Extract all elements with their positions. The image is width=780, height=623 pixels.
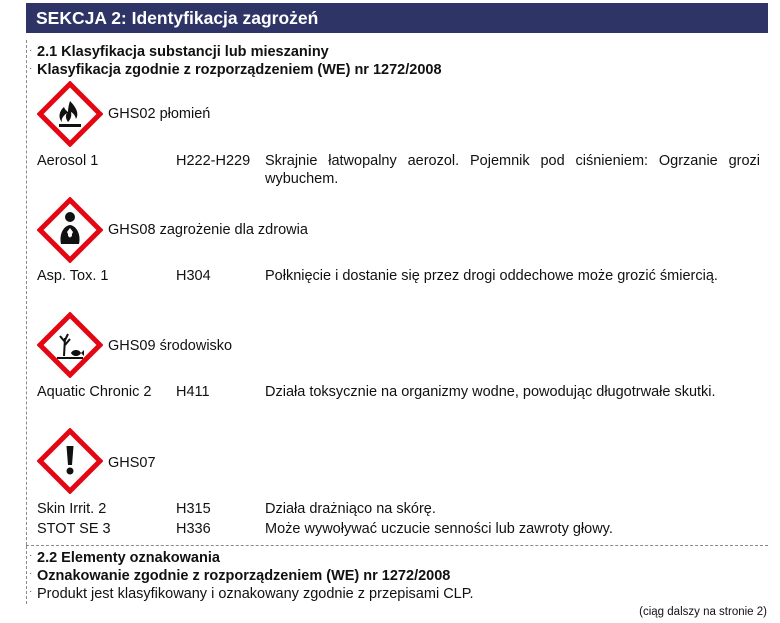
hazard-code: H222-H229: [176, 153, 251, 169]
hazard-category: STOT SE 3: [37, 521, 111, 537]
exclamation-icon: [37, 428, 103, 494]
hazard-code: H315: [176, 501, 211, 517]
section-divider: [26, 545, 768, 546]
section-title: SEKCJA 2: Identyfikacja zagrożeń: [26, 3, 768, 33]
subsection-heading: 2.1 Klasyfikacja substancji lub mieszaniny: [37, 44, 329, 60]
hazard-category: Aerosol 1: [37, 153, 99, 169]
labelling-statement: Produkt jest klasyfikowany i oznakowany zgodnie z przepisami CLP.: [37, 586, 474, 602]
regulation-heading: Oznakowanie zgodnie z rozporządzeniem (WE) nr 1272/2008: [37, 568, 451, 584]
hazard-statement: Działa drażniąco na skórę.: [265, 501, 436, 517]
bullet-dot: ·: [29, 550, 33, 561]
hazard-code: H411: [176, 384, 210, 400]
bullet-dot: ·: [29, 568, 33, 579]
bullet-dot: ·: [29, 63, 33, 74]
hazard-statement: Połknięcie i dostanie się przez drogi oddechowe może grozić śmiercią.: [265, 268, 718, 284]
hazard-code: H304: [176, 268, 211, 284]
left-margin-line: [26, 40, 27, 545]
hazard-category: Skin Irrit. 2: [37, 501, 107, 517]
hazard-statement: Może wywoływać uczucie senności lub zawroty głowy.: [265, 521, 613, 537]
bullet-dot: ·: [29, 586, 33, 597]
hazard-statement: Działa toksycznie na organizmy wodne, powodując długotrwałe skutki.: [265, 384, 716, 400]
hazard-category: Asp. Tox. 1: [37, 268, 109, 284]
left-margin-line: [26, 546, 27, 604]
bullet-dot: ·: [29, 45, 33, 56]
health-hazard-icon: [37, 197, 103, 263]
flame-icon: [37, 81, 103, 147]
hazard-category: Aquatic Chronic 2: [37, 384, 152, 400]
regulation-heading: Klasyfikacja zgodnie z rozporządzeniem (WE) nr 1272/2008: [37, 62, 442, 78]
subsection-heading: 2.2 Elementy oznakowania: [37, 550, 220, 566]
environment-icon: [37, 312, 103, 378]
continued-note: (ciąg dalszy na stronie 2): [639, 606, 767, 618]
pictogram-label: GHS02 płomień: [108, 106, 211, 122]
pictogram-label: GHS09 środowisko: [108, 338, 233, 354]
hazard-code: H336: [176, 521, 211, 537]
pictogram-label: GHS07: [108, 455, 156, 471]
hazard-statement: Skrajnie łatwopalny aerozol. Pojemnik pod ciśnieniem: Ogrzanie grozi wybuchem.: [265, 153, 760, 187]
pictogram-label: GHS08 zagrożenie dla zdrowia: [108, 222, 308, 238]
